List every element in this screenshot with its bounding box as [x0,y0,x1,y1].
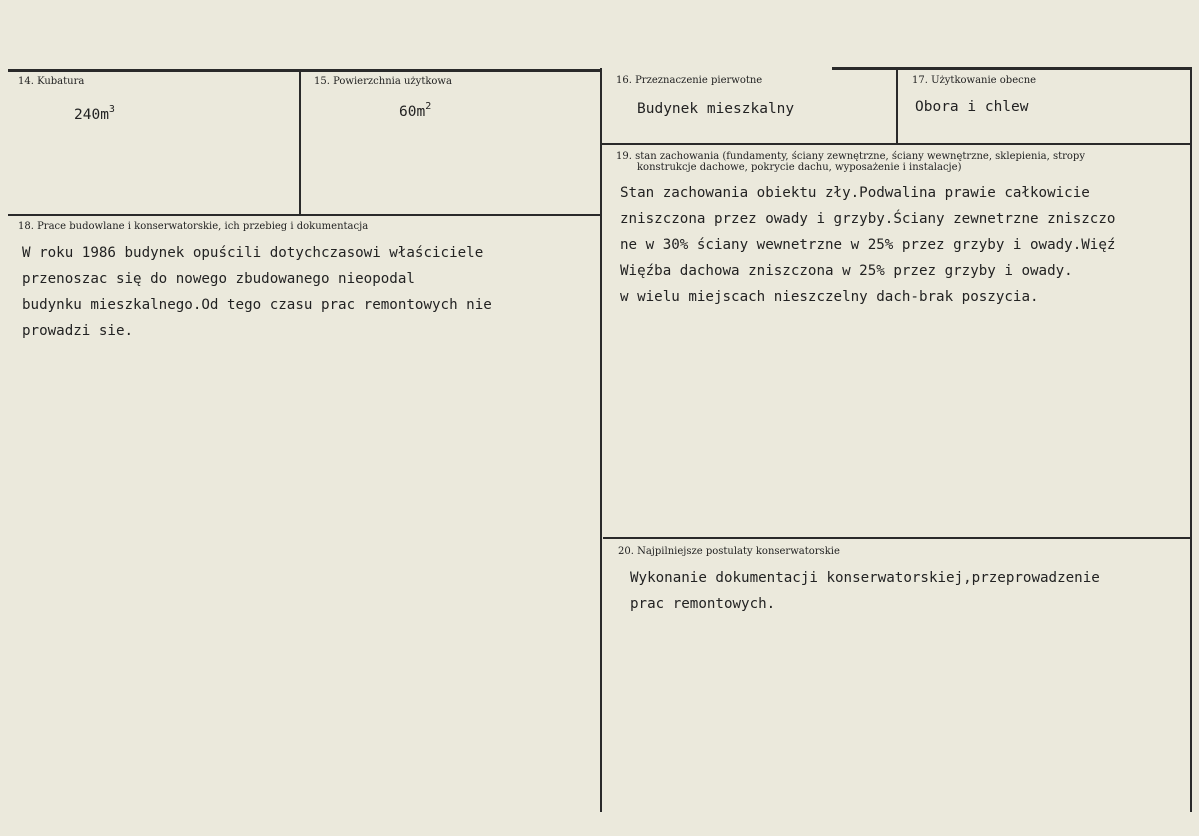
stan-line: zniszczona przez owady i grzyby.Ściany zewnetrzne zniszczo [620,211,1116,227]
powierzchnia-label: 15. Powierzchnia użytkowa [314,76,452,87]
prace-line: przenoszac się do nowego zbudowanego nieopodal [22,271,415,287]
divider-14-15 [299,70,301,216]
postulaty-line: Wykonanie dokumentacji konserwatorskiej,przeprowadzenie [630,570,1100,586]
top-rule-left [8,69,600,72]
rule-above-20 [603,537,1192,539]
uzytkowanie-value: Obora i chlew [915,99,1029,115]
kubatura-label: 14. Kubatura [18,76,85,87]
stan-line: Więźba dachowa zniszczona w 25% przez grzyby i owady. [620,263,1073,279]
stan-line: Stan zachowania obiektu zły.Podwalina prawie całkowicie [620,185,1090,201]
divider-16-17 [896,69,898,144]
przeznaczenie-label: 16. Przeznaczenie pierwotne [616,75,763,86]
stan-line: w wielu miejscach nieszczelny dach-brak poszycia. [620,289,1039,305]
main-divider [600,68,602,812]
top-rule-right [832,67,1192,70]
postulaty-line: prac remontowych. [630,596,776,612]
prace-text [22,240,492,344]
right-edge-line [1190,67,1192,812]
przeznaczenie-value: Budynek mieszkalny [637,101,795,117]
prace-label: 18. Prace budowlane i konserwatorskie, ich przebieg i dokumentacja [18,221,369,232]
uzytkowanie-label: 17. Użytkowanie obecne [912,75,1037,86]
stan-line: ne w 30% ściany wewnetrzne w 25% przez grzyby i owady.Więź [620,237,1116,253]
prace-line: prowadzi sie. [22,323,134,339]
postulaty-label: 20. Najpilniejsze postulaty konserwatorskie [618,546,840,557]
stan-text [620,180,1115,310]
prace-line: budynku mieszkalnego.Od tego czasu prac remontowych nie [22,297,492,313]
postulaty-text [630,565,1100,617]
stan-label-line1: 19. stan zachowania (fundamenty, ściany zewnętrzne, ściany wewnętrzne, sklepienia, stropy [616,151,1085,162]
rule-under-14-15 [8,214,600,216]
powierzchnia-value: $60m^2$ [399,101,432,120]
kubatura-value: $240m^3$ [74,104,115,123]
prace-line: W roku 1986 budynek opuścili dotychczasowi właściciele [22,245,484,261]
stan-label-line2: konstrukcje dachowe, pokrycie dachu, wyposażenie i instalacje) [637,162,962,173]
